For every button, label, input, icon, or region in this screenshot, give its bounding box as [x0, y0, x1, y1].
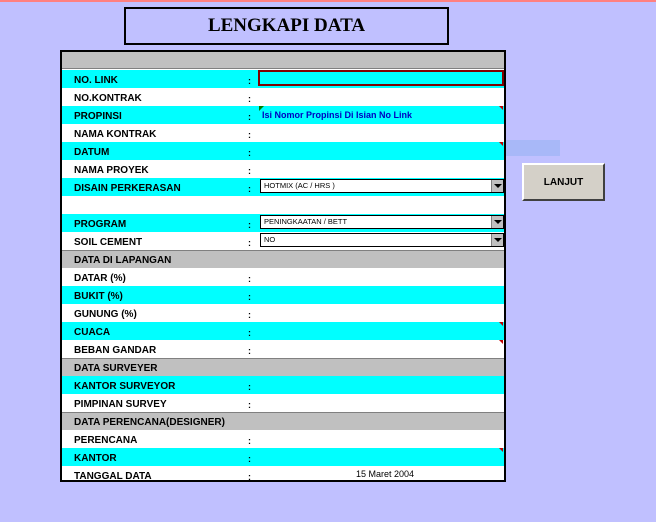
row-pimpinan-survey: [62, 394, 504, 412]
row-propinsi: [62, 106, 504, 124]
row-datum: [62, 142, 504, 160]
propinsi-hint[interactable]: Isi Nomor Propinsi Di Isian No Link: [262, 110, 413, 120]
pimpinan-survey-input[interactable]: [258, 394, 504, 412]
chevron-down-icon[interactable]: [491, 216, 503, 228]
cuaca-input[interactable]: [258, 322, 504, 340]
label-tanggal-data: TANGGAL DATA: [74, 471, 152, 482]
page-title: LENGKAPI DATA: [124, 7, 449, 45]
colon: :: [248, 76, 251, 86]
faded-cell-highlight: [506, 140, 560, 156]
row-nama-proyek: [62, 160, 504, 178]
no-link-input[interactable]: [258, 70, 504, 86]
colon: :: [248, 328, 251, 338]
form-header-bar: [62, 52, 504, 69]
kantor-input[interactable]: [258, 448, 504, 466]
row-nama-kontrak: [62, 124, 504, 142]
row-blank: [62, 196, 504, 214]
row-soil-cement: [62, 232, 504, 250]
row-disain-perkerasan: [62, 178, 504, 196]
colon: :: [248, 94, 251, 104]
row-gunung: [62, 304, 504, 322]
row-no-kontrak: [62, 88, 504, 106]
row-kantor-surveyor: [62, 376, 504, 394]
colon: :: [248, 436, 251, 446]
label-propinsi: PROPINSI: [74, 111, 122, 122]
program-select[interactable]: [260, 215, 504, 229]
nama-kontrak-input[interactable]: [258, 124, 504, 142]
colon: :: [248, 148, 251, 158]
bukit-input[interactable]: [258, 286, 504, 304]
row-kantor: [62, 448, 504, 466]
comment-indicator-icon: [499, 106, 503, 110]
section-surveyer: [62, 358, 504, 377]
label-beban-gandar: BEBAN GANDAR: [74, 345, 157, 356]
section-perencana: [62, 412, 504, 431]
no-kontrak-input[interactable]: [258, 88, 504, 106]
label-cuaca: CUACA: [74, 327, 111, 338]
colon: :: [248, 274, 251, 284]
colon: :: [248, 184, 251, 194]
soil-cement-select[interactable]: [260, 233, 504, 247]
label-kantor-surveyor: KANTOR SURVEYOR: [74, 381, 176, 392]
colon: :: [248, 454, 251, 464]
label-nama-proyek: NAMA PROYEK: [74, 165, 149, 176]
label-nama-kontrak: NAMA KONTRAK: [74, 129, 157, 140]
colon: :: [248, 166, 251, 176]
data-form: [60, 50, 506, 482]
row-tanggal-data: [62, 466, 504, 482]
label-disain-perkerasan: DISAIN PERKERASAN: [74, 183, 181, 194]
chevron-down-icon[interactable]: [491, 234, 503, 246]
row-datar: [62, 268, 504, 286]
row-program: [62, 214, 504, 232]
row-cuaca: [62, 322, 504, 340]
label-no-kontrak: NO.KONTRAK: [74, 93, 142, 104]
label-bukit: BUKIT (%): [74, 291, 123, 302]
colon: :: [248, 382, 251, 392]
gunung-input[interactable]: [258, 304, 504, 322]
label-program: PROGRAM: [74, 219, 127, 230]
disain-perkerasan-select[interactable]: [260, 179, 504, 193]
program-value: PENINGKAATAN / BETT: [264, 217, 348, 226]
label-gunung: GUNUNG (%): [74, 309, 137, 320]
beban-gandar-input[interactable]: [258, 340, 504, 358]
label-no-link: NO. LINK: [74, 75, 118, 86]
perencana-input[interactable]: [258, 430, 504, 448]
row-beban-gandar: [62, 340, 504, 358]
colon: :: [248, 220, 251, 230]
row-perencana: [62, 430, 504, 448]
chevron-down-icon[interactable]: [491, 180, 503, 192]
colon: :: [248, 400, 251, 410]
section-title: DATA SURVEYER: [74, 363, 158, 374]
row-no-link: [62, 70, 504, 88]
label-kantor: KANTOR: [74, 453, 117, 464]
colon: :: [248, 292, 251, 302]
lanjut-button[interactable]: LANJUT: [522, 163, 605, 201]
tanggal-data-value[interactable]: 15 Maret 2004: [356, 469, 415, 479]
soil-cement-value: NO: [264, 235, 276, 244]
top-border-line: [0, 0, 656, 2]
section-title: DATA PERENCANA(DESIGNER): [74, 417, 225, 428]
colon: :: [248, 112, 251, 122]
comment-indicator-icon: [499, 322, 503, 326]
comment-indicator-icon: [499, 340, 503, 344]
label-perencana: PERENCANA: [74, 435, 138, 446]
kantor-surveyor-input[interactable]: [258, 376, 504, 394]
label-datum: DATUM: [74, 147, 110, 158]
comment-indicator-icon: [499, 448, 503, 452]
colon: :: [248, 346, 251, 356]
row-bukit: [62, 286, 504, 304]
section-lapangan: [62, 250, 504, 269]
label-datar: DATAR (%): [74, 273, 126, 284]
disain-perkerasan-value: HOTMIX (AC / HRS ): [264, 181, 335, 190]
label-soil-cement: SOIL CEMENT: [74, 237, 143, 248]
colon: :: [248, 472, 251, 482]
nama-proyek-input[interactable]: [258, 160, 504, 178]
datar-input[interactable]: [258, 268, 504, 286]
colon: :: [248, 238, 251, 248]
comment-indicator-icon: [499, 142, 503, 146]
label-pimpinan-survey: PIMPINAN SURVEY: [74, 399, 167, 410]
colon: :: [248, 130, 251, 140]
section-title: DATA DI LAPANGAN: [74, 255, 172, 266]
colon: :: [248, 310, 251, 320]
datum-input[interactable]: [258, 142, 504, 160]
